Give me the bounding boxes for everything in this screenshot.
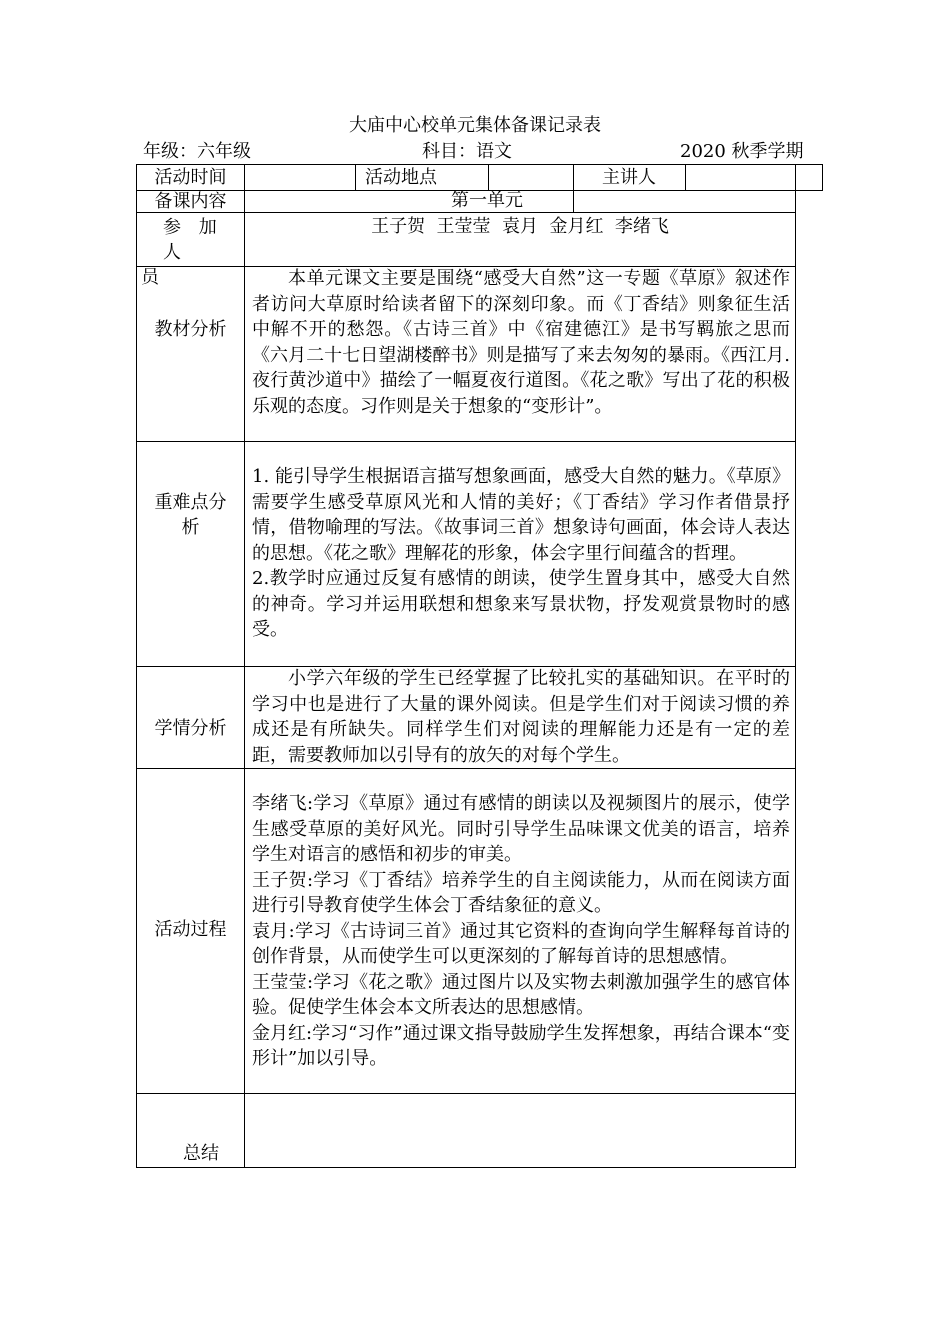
student-analysis-text: 小学六年级的学生已经掌握了比较扎实的基础知识。在平时的学习中也是进行了大量的课外阅读。但是学生们对于阅读习惯的养成还是有所缺失。同样学生们对阅读的理解能力还是有一定的差距，需要教师加以引导有的放矢的对每个学生。: [252, 668, 790, 766]
lesson-content-value: 第一单元: [451, 190, 523, 211]
activity-place-value: [490, 165, 572, 190]
keypoints-label-line1: 重难点分: [154, 492, 227, 513]
table-rule: [136, 1093, 795, 1094]
lesson-content-label: 备课内容: [154, 191, 227, 212]
table-column-divider: [244, 164, 245, 1168]
activity-process-text: [252, 791, 790, 1072]
table-border-right-double: [822, 164, 823, 191]
activity-time-value: [246, 165, 354, 190]
participants-label: [141, 215, 241, 288]
table-border-right: [795, 164, 796, 1168]
textbook-analysis-text: 本单元课文主要是围绕“感受大自然”这一专题《草原》叙述作者访问大草原时给读者留下的深刻印象。而《丁香结》则象征生活中解不开的愁怨。《古诗三首》中《宿建德江》是书写羁旅之思而《六月二十七日望湖楼醉书》则是描写了来去匆匆的暴雨。《西江月.夜行黄沙道中》描绘了一幅夏夜行道图。《花之歌》写出了花的积极乐观的态度。习作则是关于想象的“变形计”。: [252, 268, 790, 417]
textbook-analysis-label: 教材分析: [154, 318, 227, 340]
activity-place-label: 活动地点: [365, 167, 437, 188]
row1-right-extension: [795, 164, 823, 165]
process-item: 李绪飞:学习《草原》通过有感情的朗读以及视频图片的展示，使学生感受草原的美好风光。同时引导学生品味课文优美的语言，培养学生对语言的感悟和初步的审美。: [252, 793, 790, 865]
participants-label-line1: 参 加 人: [163, 217, 223, 263]
activity-process-label: 活动过程: [154, 918, 227, 940]
keypoints-paragraph-2: 2.教学时应通过反复有感情的朗读，使学生置身其中，感受大自然的神奇。学习并运用联想和想象来写景状物，抒发观赏景物时的感受。: [252, 568, 790, 640]
speaker-value: [686, 165, 794, 190]
table-border-bottom: [136, 1167, 795, 1168]
keypoints-label: [137, 490, 244, 540]
row2-divider: [573, 190, 574, 213]
summary-value: [246, 1095, 794, 1165]
process-item: 袁月:学习《古诗词三首》通过其它资料的查询向学生解释每首诗的创作背景，从而使学生可以更深刻的了解每首诗的思想感情。: [252, 920, 790, 967]
row1-divider: [488, 164, 489, 191]
activity-time-label: 活动时间: [154, 167, 227, 188]
student-analysis-label: 学情分析: [154, 717, 227, 739]
keypoints-label-line2: 析: [181, 517, 200, 538]
process-item: 王子贺:学习《丁香结》培养学生的自主阅读能力，从而在阅读方面进行引导教育使学生体会丁香结象征的意义。: [252, 869, 790, 916]
table-rule: [136, 441, 795, 442]
process-item: 王莹莹:学习《花之歌》通过图片以及实物去刺激加强学生的感官体验。促使学生体会本文所表达的思想感情。: [252, 971, 790, 1018]
speaker-label: 主讲人: [602, 167, 656, 188]
process-item: 金月红:学习“习作”通过课文指导鼓励学生发挥想象，再结合课本“变形计”加以引导。: [252, 1022, 790, 1069]
summary-label: 总结: [183, 1143, 219, 1164]
keypoints-paragraph-1: 1. 能引导学生根据语言描写想象画面，感受大自然的魅力。《草原》需要学生感受草原风光和人情的美好；《丁香结》学习作者借景抒情，借物喻理的写法。《故事词三首》想象诗句画面，体会诗人表达的思想。《花之歌》理解花的形象，体会字里行间蕴含的哲理。: [252, 466, 790, 564]
row1-right-extension: [795, 190, 823, 191]
participants-value: 王子贺 王莹莹 袁月 金月红 李绪飞: [371, 216, 669, 237]
term-label: 2020 秋季学期: [680, 141, 804, 162]
subject-label: 科目：语文: [422, 141, 512, 162]
participants-label-line2: 员: [141, 267, 159, 288]
keypoints-text: [252, 464, 790, 643]
page-title: 大庙中心校单元集体备课记录表: [349, 115, 601, 136]
grade-label: 年级：六年级: [143, 141, 251, 162]
